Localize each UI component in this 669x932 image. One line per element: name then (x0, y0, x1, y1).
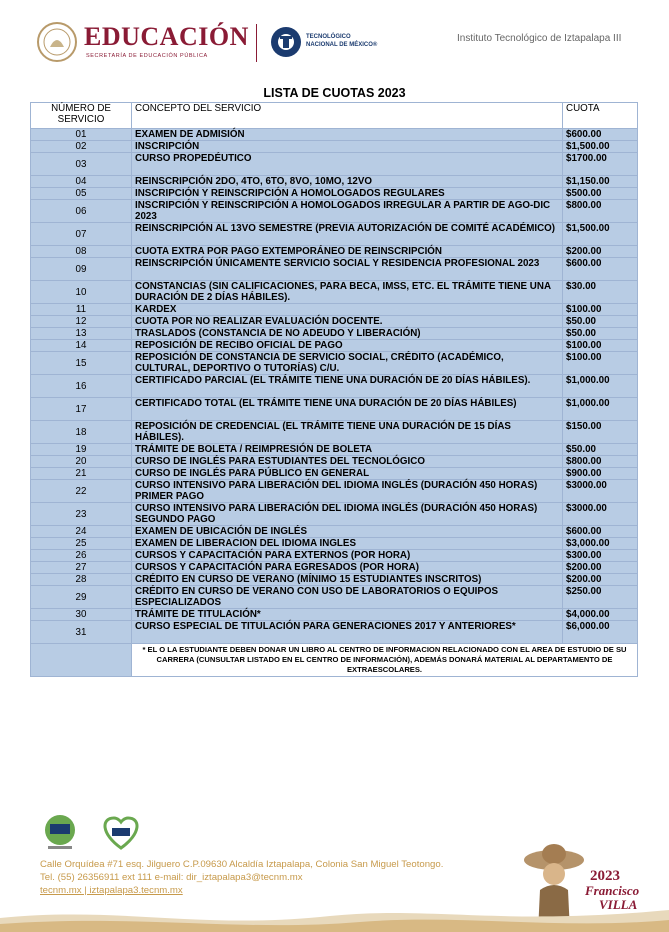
table-row (31, 281, 638, 304)
service-number-cell: 11 (31, 304, 132, 316)
service-number-cell: 02 (31, 141, 132, 153)
service-concept-cell: CUOTA POR NO REALIZAR EVALUACIÓN DOCENTE. (132, 316, 563, 328)
villa-year: 2023 (590, 868, 620, 884)
service-fee-cell: $50.00 (563, 316, 638, 328)
service-fee-cell: $300.00 (563, 550, 638, 562)
service-fee-cell: $100.00 (563, 340, 638, 352)
service-number-cell: 22 (31, 480, 132, 503)
table-row (31, 258, 638, 281)
table-row (31, 456, 638, 468)
table-row (31, 153, 638, 176)
table-row (31, 586, 638, 609)
column-header-fee: CUOTA (563, 103, 638, 129)
service-concept-cell: CRÉDITO EN CURSO DE VERANO CON USO DE LABORATORIOS O EQUIPOS ESPECIALIZADOS (132, 586, 563, 609)
nuc-logo-icon (40, 812, 80, 852)
service-fee-cell: $100.00 (563, 304, 638, 316)
service-concept-cell: CURSOS Y CAPACITACIÓN PARA EXTERNOS (POR HORA) (132, 550, 563, 562)
service-concept-cell: CURSO INTENSIVO PARA LIBERACIÓN DEL IDIOMA INGLÉS (DURACIÓN 450 HORAS) PRIMER PAGO (132, 480, 563, 503)
service-fee-cell: $30.00 (563, 281, 638, 304)
service-number-cell: 03 (31, 153, 132, 176)
service-concept-cell: CURSOS Y CAPACITACIÓN PARA EGRESADOS (POR HORA) (132, 562, 563, 574)
villa-name-last: VILLA (599, 897, 638, 912)
service-concept-cell: TRÁMITE DE TITULACIÓN* (132, 609, 563, 621)
service-fee-cell: $100.00 (563, 352, 638, 375)
service-fee-cell: $600.00 (563, 129, 638, 141)
service-fee-cell: $800.00 (563, 456, 638, 468)
footer-phone-email: Tel. (55) 26356911 ext 111 e-mail: dir_iztapalapa3@tecnm.mx (40, 872, 303, 883)
service-concept-cell: CONSTANCIAS (SIN CALIFICACIONES, PARA BECA, IMSS, ETC. EL TRÁMITE TIENE UNA DURACIÓN DE 2 DÍAS HÁBILES). (132, 281, 563, 304)
service-fee-cell: $1,500.00 (563, 141, 638, 153)
service-concept-cell: REPOSICIÓN DE RECIBO OFICIAL DE PAGO (132, 340, 563, 352)
fees-table-body (31, 103, 638, 677)
service-number-cell: 30 (31, 609, 132, 621)
plastic-free-logo-icon (96, 812, 146, 852)
service-number-cell: 15 (31, 352, 132, 375)
note-blank-cell (31, 644, 132, 677)
service-fee-cell: $3000.00 (563, 503, 638, 526)
service-number-cell: 25 (31, 538, 132, 550)
institute-name: Instituto Tecnológico de Iztapalapa III (457, 33, 622, 44)
service-fee-cell: $3000.00 (563, 480, 638, 503)
service-number-cell: 28 (31, 574, 132, 586)
table-row (31, 550, 638, 562)
table-row (31, 562, 638, 574)
tecnm-line-2: NACIONAL DE MÉXICO® (306, 41, 378, 48)
table-row (31, 526, 638, 538)
tecnm-logo-icon (268, 22, 304, 62)
service-number-cell: 10 (31, 281, 132, 304)
service-fee-cell: $50.00 (563, 328, 638, 340)
table-row (31, 176, 638, 188)
service-concept-cell: REINSCRIPCIÓN 2DO, 4TO, 6TO, 8VO, 10MO, 12VO (132, 176, 563, 188)
service-concept-cell: TRÁMITE DE BOLETA / REIMPRESIÓN DE BOLETA (132, 444, 563, 456)
service-number-cell: 07 (31, 223, 132, 246)
table-footnote: * EL O LA ESTUDIANTE DEBEN DONAR UN LIBRO AL CENTRO DE INFORMACION RELACIONADO CON EL AREA DE ESTUDIO DE SU CARRERA (CUNSULTAR LISTADO EN EL CENTRO DE INFORMACIÓN), ADEMÁS DONARÁ MATERIAL AL DEPARTAMENTO DE EXTRAESCOLARES. (132, 644, 638, 677)
service-fee-cell: $200.00 (563, 246, 638, 258)
table-row (31, 141, 638, 153)
table-row (31, 503, 638, 526)
fees-table (30, 102, 638, 677)
service-fee-cell: $1,500.00 (563, 223, 638, 246)
service-concept-cell: EXAMEN DE LIBERACION DEL IDIOMA INGLES (132, 538, 563, 550)
service-concept-cell: INSCRIPCIÓN (132, 141, 563, 153)
table-note-row (31, 644, 638, 677)
service-number-cell: 18 (31, 421, 132, 444)
service-fee-cell: $500.00 (563, 188, 638, 200)
service-concept-cell: REPOSICIÓN DE CREDENCIAL (EL TRÁMITE TIENE UNA DURACIÓN DE 15 DÍAS HÁBILES). (132, 421, 563, 444)
service-concept-cell: CERTIFICADO TOTAL (EL TRÁMITE TIENE UNA DURACIÓN DE 20 DÍAS HÁBILES) (132, 398, 563, 421)
table-row (31, 340, 638, 352)
service-concept-cell: CURSO PROPEDÉUTICO (132, 153, 563, 176)
service-concept-cell: CUOTA EXTRA POR PAGO EXTEMPORÁNEO DE REINSCRIPCIÓN (132, 246, 563, 258)
table-row (31, 480, 638, 503)
service-number-cell: 31 (31, 621, 132, 644)
footer-address: Calle Orquídea #71 esq. Jilguero C.P.09630 Alcaldía Iztapalapa, Colonia San Miguel Teotongo. (40, 859, 444, 870)
page-header (0, 0, 669, 70)
national-seal-icon (36, 21, 78, 63)
service-fee-cell: $800.00 (563, 200, 638, 223)
service-fee-cell: $50.00 (563, 444, 638, 456)
table-row (31, 223, 638, 246)
service-number-cell: 04 (31, 176, 132, 188)
brand-title: EDUCACIÓN (84, 22, 249, 51)
service-number-cell: 13 (31, 328, 132, 340)
service-fee-cell: $200.00 (563, 574, 638, 586)
service-concept-cell: INSCRIPCIÓN Y REINSCRIPCIÓN A HOMOLOGADOS REGULARES (132, 188, 563, 200)
service-number-cell: 17 (31, 398, 132, 421)
service-fee-cell: $1,000.00 (563, 375, 638, 398)
service-fee-cell: $1,150.00 (563, 176, 638, 188)
service-fee-cell: $150.00 (563, 421, 638, 444)
service-number-cell: 01 (31, 129, 132, 141)
service-fee-cell: $250.00 (563, 586, 638, 609)
service-fee-cell: $1700.00 (563, 153, 638, 176)
service-concept-cell: EXAMEN DE ADMISIÓN (132, 129, 563, 141)
service-concept-cell: REINSCRIPCIÓN ÚNICAMENTE SERVICIO SOCIAL Y RESIDENCIA PROFESIONAL 2023 (132, 258, 563, 281)
service-number-cell: 27 (31, 562, 132, 574)
service-number-cell: 26 (31, 550, 132, 562)
service-number-cell: 06 (31, 200, 132, 223)
service-concept-cell: INSCRIPCIÓN Y REINSCRIPCIÓN A HOMOLOGADOS IRREGULAR A PARTIR DE AGO-DIC 2023 (132, 200, 563, 223)
table-row (31, 352, 638, 375)
service-concept-cell: TRASLADOS (CONSTANCIA DE NO ADEUDO Y LIBERACIÓN) (132, 328, 563, 340)
table-row (31, 316, 638, 328)
footer-contact (40, 858, 443, 897)
service-concept-cell: CURSO DE INGLÉS PARA ESTUDIANTES DEL TECNOLÓGICO (132, 456, 563, 468)
table-row (31, 621, 638, 644)
service-number-cell: 23 (31, 503, 132, 526)
table-row (31, 398, 638, 421)
service-fee-cell: $4,000.00 (563, 609, 638, 621)
brand-subtitle: SECRETARÍA DE EDUCACIÓN PÚBLICA (86, 53, 208, 59)
table-row (31, 609, 638, 621)
service-number-cell: 09 (31, 258, 132, 281)
table-row (31, 538, 638, 550)
document-title: LISTA DE CUOTAS 2023 (263, 86, 406, 100)
tecnm-line-1: TECNOLÓGICO (306, 34, 351, 40)
service-number-cell: 12 (31, 316, 132, 328)
service-concept-cell: CRÉDITO EN CURSO DE VERANO (MÍNIMO 15 ESTUDIANTES INSCRITOS) (132, 574, 563, 586)
table-row (31, 444, 638, 456)
service-fee-cell: $1,000.00 (563, 398, 638, 421)
table-header-row (31, 103, 638, 129)
footer-website-link[interactable]: tecnm.mx | iztapalapa3.tecnm.mx (40, 885, 183, 896)
service-fee-cell: $200.00 (563, 562, 638, 574)
table-row (31, 375, 638, 398)
service-fee-cell: $3,000.00 (563, 538, 638, 550)
service-number-cell: 20 (31, 456, 132, 468)
service-concept-cell: EXAMEN DE UBICACIÓN DE INGLÉS (132, 526, 563, 538)
table-row (31, 421, 638, 444)
service-number-cell: 08 (31, 246, 132, 258)
table-row (31, 468, 638, 480)
service-concept-cell: KARDEX (132, 304, 563, 316)
column-header-concept: CONCEPTO DEL SERVICIO (132, 103, 563, 129)
service-number-cell: 24 (31, 526, 132, 538)
service-fee-cell: $600.00 (563, 258, 638, 281)
service-concept-cell: CURSO DE INGLÉS PARA PÚBLICO EN GENERAL (132, 468, 563, 480)
table-row (31, 188, 638, 200)
service-number-cell: 16 (31, 375, 132, 398)
table-row (31, 246, 638, 258)
service-concept-cell: REPOSICIÓN DE CONSTANCIA DE SERVICIO SOCIAL, CRÉDITO (ACADÉMICO, CULTURAL, DEPORTIVO O TUTORÍAS) C/U. (132, 352, 563, 375)
table-row (31, 129, 638, 141)
service-number-cell: 19 (31, 444, 132, 456)
service-concept-cell: CURSO INTENSIVO PARA LIBERACIÓN DEL IDIOMA INGLÉS (DURACIÓN 450 HORAS) SEGUNDO PAGO (132, 503, 563, 526)
service-fee-cell: $600.00 (563, 526, 638, 538)
villa-name-first: Francisco (585, 883, 640, 898)
table-row (31, 304, 638, 316)
table-row (31, 574, 638, 586)
service-fee-cell: $900.00 (563, 468, 638, 480)
footer-wave-decoration (0, 896, 669, 932)
service-number-cell: 05 (31, 188, 132, 200)
tecnm-wordmark (306, 34, 377, 49)
service-number-cell: 29 (31, 586, 132, 609)
table-row (31, 200, 638, 223)
service-concept-cell: REINSCRIPCIÓN AL 13VO SEMESTRE (PREVIA AUTORIZACIÓN DE COMITÉ ACADÉMICO) (132, 223, 563, 246)
service-number-cell: 14 (31, 340, 132, 352)
table-row (31, 328, 638, 340)
service-concept-cell: CERTIFICADO PARCIAL (EL TRÁMITE TIENE UNA DURACIÓN DE 20 DÍAS HÁBILES). (132, 375, 563, 398)
service-fee-cell: $6,000.00 (563, 621, 638, 644)
header-divider (256, 24, 257, 62)
service-number-cell: 21 (31, 468, 132, 480)
service-concept-cell: CURSO ESPECIAL DE TITULACIÓN PARA GENERACIONES 2017 Y ANTERIORES* (132, 621, 563, 644)
column-header-number: NÚMERO DE SERVICIO (31, 103, 132, 129)
